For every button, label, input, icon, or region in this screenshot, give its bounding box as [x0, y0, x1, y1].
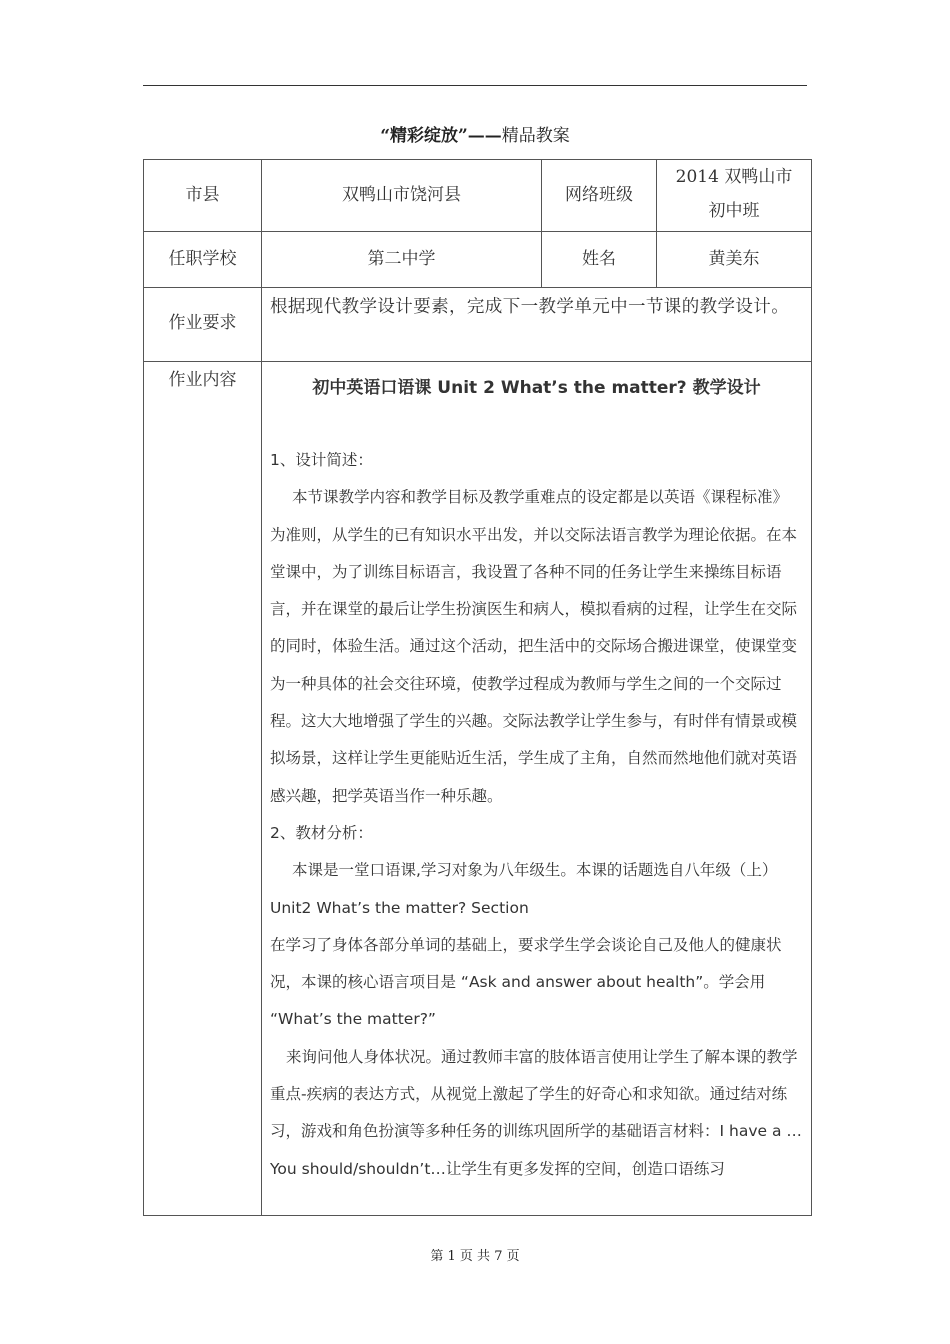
name-value: 黄美东	[708, 249, 760, 269]
assignment-form-table	[143, 159, 812, 1216]
page-footer: 第 1 页 共 7 页	[430, 1249, 520, 1264]
class-value-line1: 2014 双鸭山市	[675, 167, 793, 187]
school-value-cell	[262, 232, 542, 288]
school-value: 第二中学	[367, 249, 436, 269]
class-label: 网络班级	[565, 185, 633, 205]
requirement-text: 根据现代教学设计要素，完成下一教学单元中一节课的教学设计。	[270, 297, 790, 317]
content-label-cell	[144, 362, 262, 1216]
class-value-cell	[657, 160, 812, 232]
document-title-text: 精品教案	[501, 126, 570, 146]
document-title-quote: “精彩绽放”——	[380, 126, 502, 146]
requirement-text-cell	[262, 288, 812, 362]
content-body-cell	[262, 362, 812, 1216]
name-label: 姓名	[582, 249, 616, 269]
requirement-label: 作业要求	[168, 313, 237, 333]
content-label: 作业内容	[168, 370, 237, 390]
class-label-cell	[542, 160, 657, 232]
design-summary-paragraph: 本节课教学内容和教学目标及教学重难点的设定都是以英语《课程标准》为准则，从学生的已有知识水平出发，并以交际法语言教学为理论依据。在本堂课中，为了训练目标语言，我设置了各种不同的任务让学生来操练目标语言，并在课堂的最后让学生扮演医生和病人，模拟看病的过程，让学生在交际的同时，体验生活。通过这个活动，把生活中的交际场合搬进课堂，使课堂变为一种具体的社会交往环境，使教学过程成为教师与学生之间的一个交际过程。这大大地增强了学生的兴趣。交际法教学让学生参与，有时伴有情景或模拟场景，这样让学生更能贴近生活，学生成了主角，自然而然地他们就对英语感兴趣，把学英语当作一种乐趣。	[270, 488, 798, 805]
lesson-plan-heading: 初中英语口语课 Unit 2 What’s the matter? 教学设计	[312, 378, 761, 398]
lesson-plan-content	[262, 376, 811, 1188]
name-value-cell	[657, 232, 812, 288]
material-analysis-paragraph-3: 来询问他人身体状况。通过教师丰富的肢体语言使用让学生了解本课的教学重点-疾病的表达方式，从视觉上激起了学生的好奇心和求知欲。通过结对练习，游戏和角色扮演等多种任务的训练巩固所学的基础语言材料：I have a … You should/shouldn’t…让学生有更多发挥的空间，创造口语练习	[270, 1047, 802, 1178]
school-label: 任职学校	[168, 249, 237, 269]
material-analysis-paragraph-2: 在学习了身体各部分单词的基础上，要求学生学会谈论自己及他人的健康状况，本课的核心语言项目是 “Ask and answer about health”。学会用 “What’s the matter?”	[270, 935, 782, 1029]
city-label-cell	[144, 160, 262, 232]
city-value-cell	[262, 160, 542, 232]
school-label-cell	[144, 232, 262, 288]
section-heading-material: 2、教材分析：	[270, 823, 373, 842]
row-requirement	[144, 288, 812, 362]
class-value-line2: 初中班	[708, 201, 760, 221]
document-title	[143, 124, 807, 148]
row-school	[144, 232, 812, 288]
row-city	[144, 160, 812, 232]
city-value: 双鸭山市饶河县	[342, 185, 461, 205]
city-label: 市县	[185, 185, 220, 205]
section-heading-design: 1、设计简述：	[270, 451, 373, 469]
row-content	[144, 362, 812, 1216]
header-rule	[143, 85, 807, 86]
requirement-label-cell	[144, 288, 262, 362]
material-analysis-paragraph: 本课是一堂口语课,学习对象为八年级生。本课的话题选自八年级（上）Unit2 What’s the matter? Section	[270, 861, 778, 917]
name-label-cell	[542, 232, 657, 288]
